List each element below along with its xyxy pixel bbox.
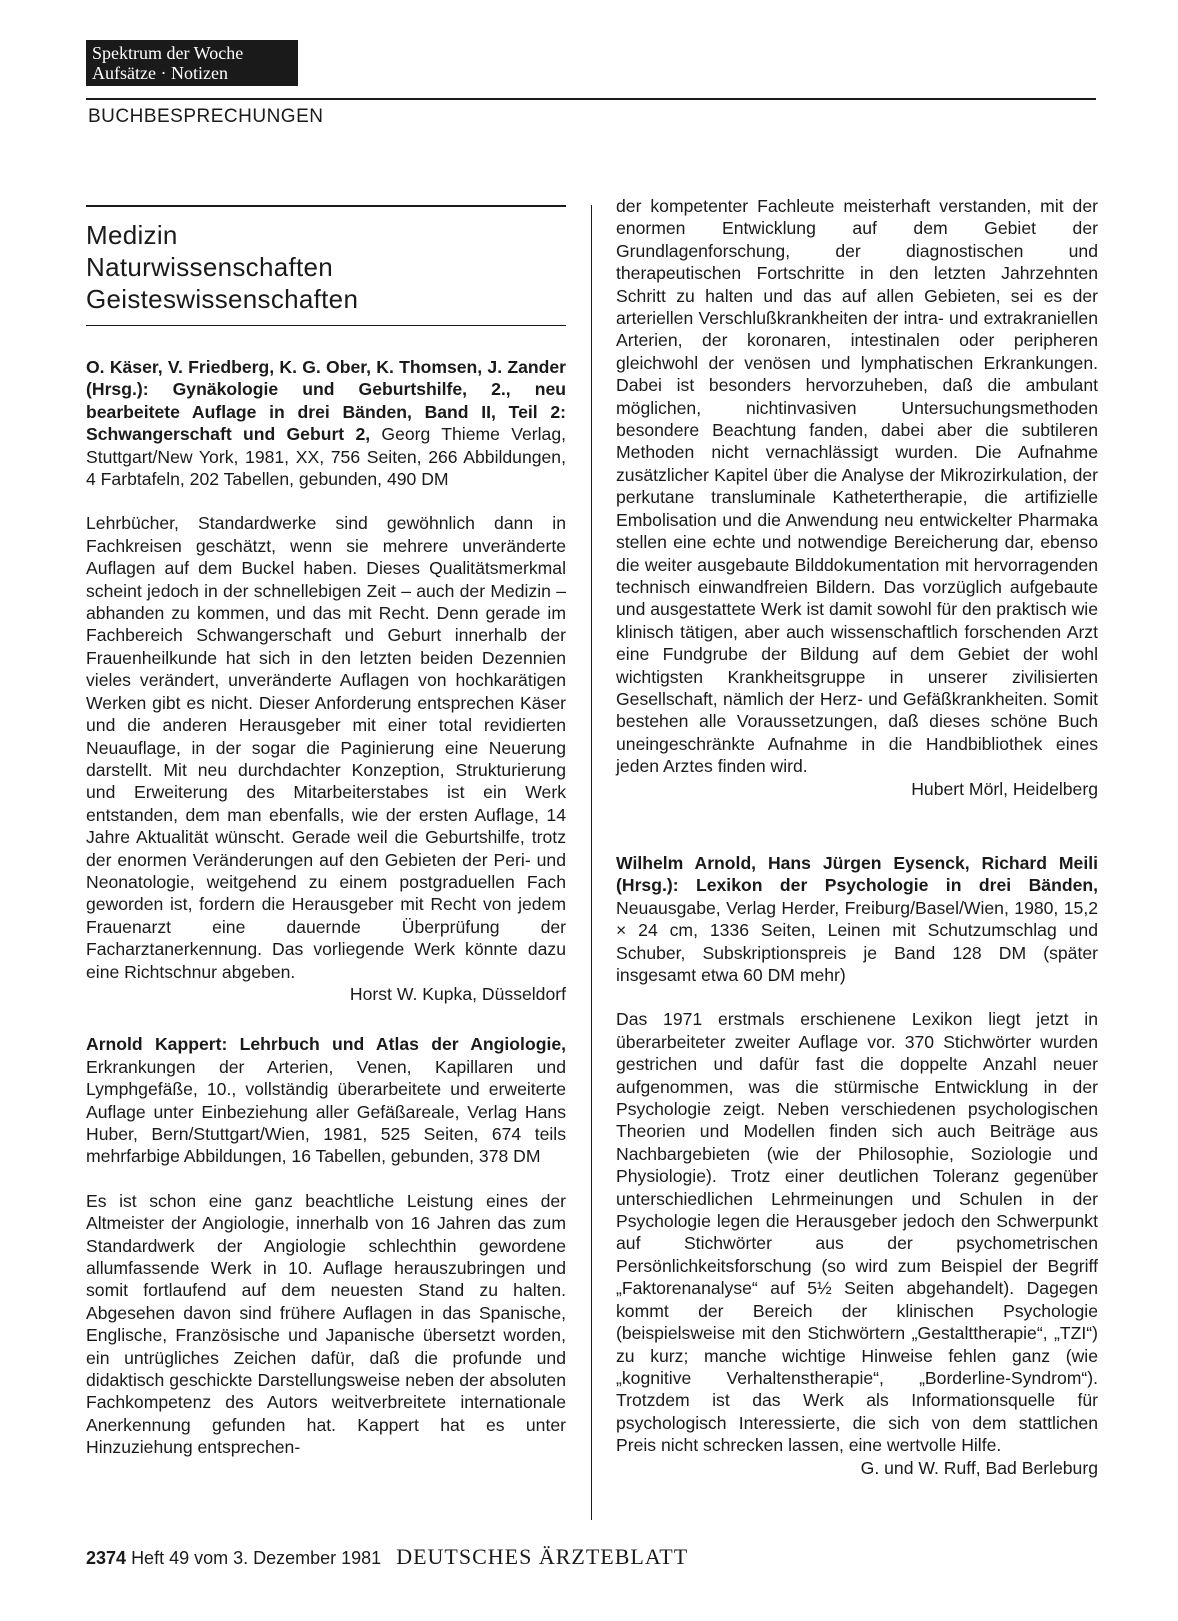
journal-name: DEUTSCHES ÄRZTEBLATT <box>396 1544 689 1569</box>
page-heading <box>86 219 566 315</box>
review-1-signature: Horst W. Kupka, Düsseldorf <box>349 983 566 1004</box>
heading-top-rule <box>86 205 566 207</box>
issue-info: Heft 49 vom 3. Dezember 1981 <box>131 1548 382 1568</box>
heading-bottom-rule <box>86 325 566 326</box>
review-1-citation <box>86 356 566 490</box>
review-2-signature: Hubert Mörl, Heidelberg <box>911 778 1098 799</box>
right-column <box>616 195 1098 1507</box>
review-3-body: Das 1971 erstmals erschienene Lexikon liegt jetzt in überarbeiteter zweiter Auflage vor. 370 Stichwörter wurden gestrichen und dafür fast die doppelte Anzahl neuer aufgenommen, was die stürmische Entwicklung in der Psychologie zeigt. Neben verschiedenen psychologischen Theorien und Modellen finden sich auch Beiträge aus Nachbargebieten (wie der Philosophie, Soziologie und Physiologie). Trotz einer deutlichen Toleranz gegenüber unterschiedlichen Lehrmeinungen und Schulen in der Psychologie legen die Herausgeber jedoch den Schwerpunkt auf Stichwörter aus der psychometrischen Persönlichkeitsforschung (so wird zum Beispiel der Begriff „Faktorenanalyse“ auf 5½ Seiten abgehandelt). Dagegen kommt der Bereich der klinischen Psychologie (beispielsweise mit den Stichwörtern „Gestalttherapie“, „TZI“) zu kurz; manche wichtige Hinweise fehlen ganz (wie „kognitive Verhaltenstherapie“, „Borderline-Syndrom“). Trotzdem ist das Werk als Informationsquelle für psychologisch Interessierte, die sich von dem stattlichen Preis nicht schrecken lassen, eine wertvolle Hilfe. <box>616 1009 1098 1456</box>
review-3-citation <box>616 852 1098 986</box>
review-2-citation-bold: Arnold Kappert: Lehrbuch und Atlas der Angiologie, <box>86 1034 566 1055</box>
top-divider <box>86 98 1096 100</box>
review-1-body: Lehrbücher, Standardwerke sind gewöhnlich dann in Fachkreisen geschätzt, wenn sie mehrere unveränderte Auflagen auf dem Buckel haben. Dieses Qualitätsmerkmal scheint jedoch in der schnellebigen Zeit – auch der Medizin – abhanden zu kommen, und das mit Recht. Denn gerade im Fachbereich Schwangerschaft und Geburt innerhalb der Frauenheilkunde hat sich in den letzten beiden Dezennien vieles verändert, unveränderte Auflagen von hochkarätigen Werken gibt es nicht. Dieser Anforderung entsprechen Käser und die anderen Herausgeber mit einer total revidierten Neuauflage, in der sogar die Paginierung eine Neuerung darstellt. Mit neu durchdachter Konzeption, Strukturierung und Erweiterung des Mitarbeiterstabes ist ein Werk entstanden, dem man ebenfalls, wie der ersten Auflage, 14 Jahre Aktualität wünscht. Gerade weil die Geburtshilfe, trotz der enormen Veränderungen auf den Gebieten der Peri- und Neonatologie, weitgehend zu einem postgraduellen Fach geworden ist, fordern die Herausgeber mit Recht von jedem Frauenarzt eine dauernde Überprüfung der Facharztanerkennung. Das vorliegende Werk könnte dazu eine Richtschnur abgeben. <box>86 513 566 982</box>
review-2-citation <box>86 1033 566 1167</box>
section-label: BUCHBESPRECHUNGEN <box>88 106 324 127</box>
review-3-citation-rest: Neuausgabe, Verlag Herder, Freiburg/Basel/Wien, 1980, 15,2 × 24 cm, 1336 Seiten, Leinen mit Schutzumschlag und Schuber, Subskriptionspreis je Band 128 DM (später insgesamt etwa 60 DM mehr) <box>616 897 1098 985</box>
review-3-citation-bold: Wilhelm Arnold, Hans Jürgen Eysenck, Richard Meili (Hrsg.): Lexikon der Psychologie in drei Bänden, <box>616 852 1098 896</box>
page-number: 2374 <box>86 1548 127 1568</box>
column-divider <box>591 205 592 1520</box>
heading-line-2: Naturwissenschaften <box>86 252 334 282</box>
header-line-2: Aufsätze · Notizen <box>92 63 228 83</box>
review-3-signature: G. und W. Ruff, Bad Berleburg <box>860 1457 1098 1478</box>
header-line-1: Spektrum der Woche <box>92 43 244 63</box>
heading-line-3: Geisteswissenschaften <box>86 284 359 314</box>
section-header-box <box>86 40 298 86</box>
review-2-body-left: Es ist schon eine ganz beachtliche Leistung eines der Altmeister der Angiologie, innerhalb von 16 Jahren das zum Standardwerk der Angiologie schlechthin gewordene allumfassende Werk in 10. Auflage herauszubringen und somit fortlaufend auf dem neuesten Stand zu halten. Abgesehen davon sind frühere Auflagen in das Spanische, Englische, Französische und Japanische übersetzt worden, ein untrügliches Zeichen dafür, daß die profunde und didaktisch geschickte Darstellungsweise neben der absoluten Fachkompetenz des Autors weitverbreitete internationale Anerkennung gefunden hat. Kappert hat es unter Hinzuziehung entsprechen- <box>86 1190 566 1458</box>
review-2-body-right: der kompetenter Fachleute meisterhaft verstanden, mit der enormen Entwicklung auf dem Gebiet der Grundlagenforschung, der diagnostischen und therapeutischen Fortschritte in den letzten Jahrzehnten Schritt zu halten und das auf allen Gebieten, sei es der arteriellen Verschlußkrankheiten der intra- und extrakraniellen Arterien, der koronaren, intestinalen oder peripheren gleichwohl der venösen und lymphatischen Erkrankungen. Dabei ist besonders hervorzuheben, daß die ambulant möglichen, nichtinvasiven Untersuchungsmethoden besondere Beachtung fanden, dabei aber die subtileren Methoden nicht vernachlässigt wurden. Die Aufnahme zusätzlicher Kapitel über die Analyse der Mikrozirkulation, der perkutane transluminale Kathetertherapie, die artifizielle Embolisation und die Anwendung neu entwickelter Pharmaka stellen eine echte und notwendige Bereicherung dar, ebenso die weiter ausgebaute Bilddokumentation mit hervorragenden technisch einwandfreien Bildern. Das vorzüglich aufgebaute und ausgestattete Werk ist damit sowohl für den praktisch wie klinisch tätigen, aber auch wissenschaftlich forschenden Arzt eine Fundgrube der Bildung auf dem Gebiet der wohl wichtigsten Krankheitsgruppe in unserer zivilisierten Gesellschaft, nämlich der Herz- und Gefäßkrankheiten. Somit bestehen alle Voraussetzungen, daß dieses schöne Buch uneingeschränkte Aufnahme in die Handbibliothek eines jeden Arztes finden wird. <box>616 196 1098 777</box>
review-1-citation-bold: O. Käser, V. Friedberg, K. G. Ober, K. Thomsen, J. Zander (Hrsg.): Gynäkologie und Geburtshilfe, 2., neu bearbeitete Auflage in drei Bänden, Band II, Teil 2: Schwangerschaft und Geburt 2, <box>86 357 566 445</box>
spacer <box>616 828 1098 852</box>
review-2-citation-rest: Erkrankungen der Arterien, Venen, Kapillaren und Lymphgefäße, 10., vollständig überarbeitete und erweiterte Auflage unter Einbeziehung aller Gefäßareale, Verlag Hans Huber, Bern/Stuttgart/Wien, 1981, 525 Seiten, 674 teils mehrfarbige Abbildungen, 16 Tabellen, gebunden, 378 DM <box>86 1056 566 1167</box>
heading-line-1: Medizin <box>86 220 178 250</box>
review-1-citation-rest: Georg Thieme Verlag, Stuttgart/New York, 1981, XX, 756 Seiten, 266 Abbildungen, 4 Farbtafeln, 202 Tabellen, gebunden, 490 DM <box>86 424 566 490</box>
page-footer <box>86 1544 688 1570</box>
left-column <box>86 205 566 1459</box>
